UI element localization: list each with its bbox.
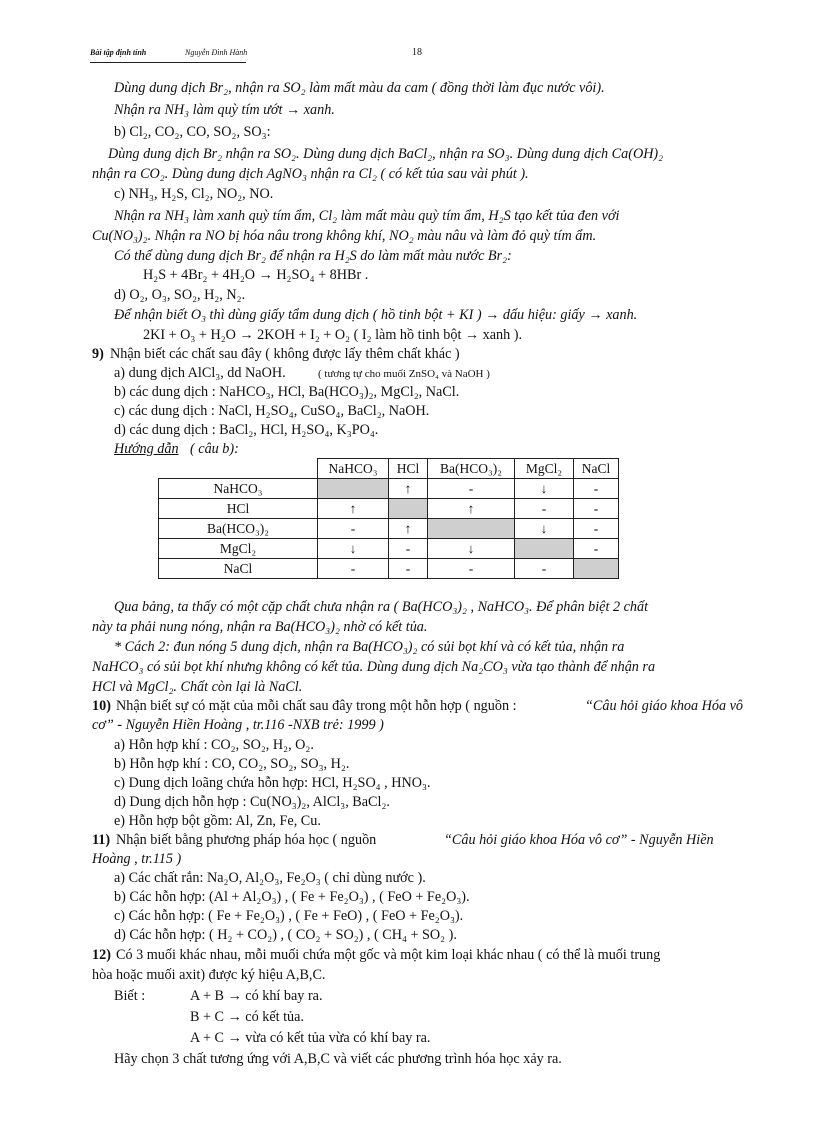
guide-sub: ( câu b): (190, 441, 239, 457)
exercise-title: Nhận biết các chất sau đây ( không được lấy thêm chất khác ) (110, 346, 460, 362)
table-cell: - (389, 559, 428, 579)
table-cell: - (515, 559, 574, 579)
text-line: b) các dung dịch : NaHCO₃, HCl, Ba(HCO₃)₂, MgCl₂, NaCl. (114, 384, 460, 400)
column-header: Ba(HCO₃)₂ (428, 459, 515, 479)
table-cell: ↓ (318, 539, 389, 559)
table-row (159, 519, 619, 539)
source-citation: Hoàng , tr.115 ) (92, 851, 182, 867)
text-line: c) NH₃, H₂S, Cl₂, NO₂, NO. (114, 186, 274, 202)
table-cell (574, 559, 619, 579)
reaction-table (158, 458, 619, 579)
text-line: b) Cl₂, CO₂, CO, SO₂, SO₃: (114, 124, 271, 140)
source-citation: “Câu hỏi giáo khoa Hóa vô (585, 698, 744, 714)
table-cell: ↑ (428, 499, 515, 519)
text-line: d) Dung dịch hỗn hợp : Cu(NO₃)₂, AlCl₃, BaCl₂. (114, 794, 390, 810)
table-cell (515, 539, 574, 559)
table-cell (428, 519, 515, 539)
table-cell: ↑ (318, 499, 389, 519)
text-line: * Cách 2: đun nóng 5 dung dịch, nhận ra Ba(HCO₃)₂ có sủi bọt khí và có kết tủa, nhận ra (114, 639, 625, 655)
equation: 2KI + O₃ + H₂O → 2KOH + I₂ + O₂ ( I₂ làm hồ tinh bột → xanh ). (143, 327, 523, 343)
text-line: d) các dung dịch : BaCl₂, HCl, H₂SO₄, K₃PO₄. (114, 422, 379, 438)
text-line: b) Các hỗn hợp: (Al + Al₂O₃) , ( Fe + Fe₂O₃) , ( FeO + Fe₂O₃). (114, 889, 470, 905)
column-header: MgCl₂ (515, 459, 574, 479)
table-row (159, 559, 619, 579)
text-line: hòa hoặc muối axit) được ký hiệu A,B,C. (92, 967, 326, 983)
text-line: Dùng dung dịch Br₂, nhận ra SO₂ làm mất màu da cam ( đồng thời làm đục nước vôi). (114, 80, 605, 96)
text-line: d) O₂, O₃, SO₂, H₂, N₂. (114, 287, 246, 303)
column-header: HCl (389, 459, 428, 479)
table-cell: - (574, 539, 619, 559)
running-header (90, 48, 248, 57)
table-row (159, 479, 619, 499)
reaction-line: A + C → vừa có kết tủa vừa có khí bay ra. (190, 1030, 431, 1046)
text-line: Biết : (114, 988, 146, 1004)
exercise-title: Có 3 muối khác nhau, mỗi muối chứa một gốc và một kim loại khác nhau ( có thể là muối trung (116, 947, 661, 963)
table-corner (159, 459, 318, 479)
text-line: c) Dung dịch loãng chứa hỗn hợp: HCl, H₂SO₄ , HNO₃. (114, 775, 431, 791)
text-line: Qua bảng, ta thấy có một cặp chất chưa nhận ra ( Ba(HCO₃)₂ , NaHCO₃. Để phân biệt 2 chất (114, 599, 649, 615)
table-cell: ↓ (515, 519, 574, 539)
table-row (159, 499, 619, 519)
source-citation: “Câu hỏi giáo khoa Hóa vô cơ” - Nguyễn Hiền (444, 832, 714, 848)
exercise-number: 10) (92, 698, 111, 714)
text-line: nhận ra CO₂. Dùng dung dịch AgNO₃ nhận ra Cl₂ ( có kết tủa sau vài phút ). (92, 166, 529, 182)
table-cell: - (574, 499, 619, 519)
reaction-line: B + C → có kết tủa. (190, 1009, 304, 1025)
row-label: HCl (159, 499, 318, 519)
table-cell: ↓ (515, 479, 574, 499)
text-line: a) dung dịch AlCl₃, dd NaOH. (114, 365, 286, 381)
header-title: Bài tập định tính (90, 48, 147, 57)
table-header-row (159, 459, 619, 479)
text-line: HCl và MgCl₂. Chất còn lại là NaCl. (92, 679, 303, 695)
text-line: Hãy chọn 3 chất tương ứng với A,B,C và viết các phương trình hóa học xảy ra. (114, 1051, 562, 1067)
column-header: NaHCO₃ (318, 459, 389, 479)
text-line: Dùng dung dịch Br₂ nhận ra SO₂. Dùng dung dịch BaCl₂, nhận ra SO₃. Dùng dung dịch Ca(OH)₂ (108, 146, 664, 162)
table-cell: - (389, 539, 428, 559)
table-cell: - (428, 559, 515, 579)
table-cell: ↑ (389, 519, 428, 539)
text-line: Cu(NO₃)₂. Nhận ra NO bị hóa nâu trong không khí, NO₂ màu nâu và làm đỏ quỳ tím ẩm. (92, 228, 597, 244)
table-cell: - (574, 479, 619, 499)
text-line: c) các dung dịch : NaCl, H₂SO₄, CuSO₄, BaCl₂, NaOH. (114, 403, 430, 419)
equation: H₂S + 4Br₂ + 4H₂O → H₂SO₄ + 8HBr . (143, 267, 369, 283)
table-cell: - (428, 479, 515, 499)
exercise-title: Nhận biết sự có mặt của mỗi chất sau đây trong một hỗn hợp ( nguồn : (116, 698, 517, 714)
text-line: Nhận ra NH₃ làm quỳ tím ướt → xanh. (114, 102, 335, 118)
row-label: NaHCO₃ (159, 479, 318, 499)
table-cell (389, 499, 428, 519)
table-cell: - (574, 519, 619, 539)
exercise-number: 9) (92, 346, 104, 362)
text-line: NaHCO₃ có sủi bọt khí nhưng không có kết tủa. Dùng dung dịch Na₂CO₃ vừa tạo thành để nhận ra (92, 659, 656, 675)
row-label: MgCl₂ (159, 539, 318, 559)
row-label: NaCl (159, 559, 318, 579)
table-cell: ↓ (428, 539, 515, 559)
exercise-number: 11) (92, 832, 111, 848)
table-cell: - (318, 559, 389, 579)
guide-label: Hướng dẫn (114, 441, 179, 457)
row-label: Ba(HCO₃)₂ (159, 519, 318, 539)
header-rule (90, 62, 246, 63)
table-row (159, 539, 619, 559)
table-cell: - (515, 499, 574, 519)
table-cell: - (318, 519, 389, 539)
text-line: d) Các hỗn hợp: ( H₂ + CO₂) , ( CO₂ + SO₂) , ( CH₄ + SO₂ ). (114, 927, 457, 943)
note: ( tương tự cho muối ZnSO₄ và NaOH ) (318, 368, 490, 380)
table-cell (318, 479, 389, 499)
text-line: e) Hỗn hợp bột gồm: Al, Zn, Fe, Cu. (114, 813, 321, 829)
text-line: Để nhận biết O₃ thì dùng giấy tẩm dung dịch ( hồ tinh bột + KI ) → dấu hiệu: giấy → xanh. (114, 307, 638, 323)
exercise-number: 12) (92, 947, 111, 963)
text-line: này ta phải nung nóng, nhận ra Ba(HCO₃)₂ nhờ có kết tủa. (92, 619, 428, 635)
text-line: a) Các chất rắn: Na₂O, Al₂O₃, Fe₂O₃ ( chỉ dùng nước ). (114, 870, 426, 886)
column-header: NaCl (574, 459, 619, 479)
text-line: Có thể dùng dung dịch Br₂ để nhận ra H₂S do làm mất màu nước Br₂: (114, 248, 512, 264)
source-citation: cơ” - Nguyễn Hiền Hoàng , tr.116 -NXB trẻ: 1999 ) (92, 717, 384, 733)
exercise-title: Nhận biết bằng phương pháp hóa học ( nguồn (116, 832, 377, 848)
text-line: b) Hỗn hợp khí : CO, CO₂, SO₂, SO₃, H₂. (114, 756, 350, 772)
header-author: Nguyễn Đình Hành (185, 48, 248, 57)
reaction-line: A + B → có khí bay ra. (190, 988, 323, 1004)
text-line: c) Các hỗn hợp: ( Fe + Fe₂O₃) , ( Fe + FeO) , ( FeO + Fe₂O₃). (114, 908, 464, 924)
text-line: Nhận ra NH₃ làm xanh quỳ tím ẩm, Cl₂ làm mất màu quỳ tím ẩm, H₂S tạo kết tủa đen với (114, 208, 620, 224)
page-number: 18 (412, 47, 422, 58)
table-cell: ↑ (389, 479, 428, 499)
text-line: a) Hỗn hợp khí : CO₂, SO₂, H₂, O₂. (114, 737, 314, 753)
